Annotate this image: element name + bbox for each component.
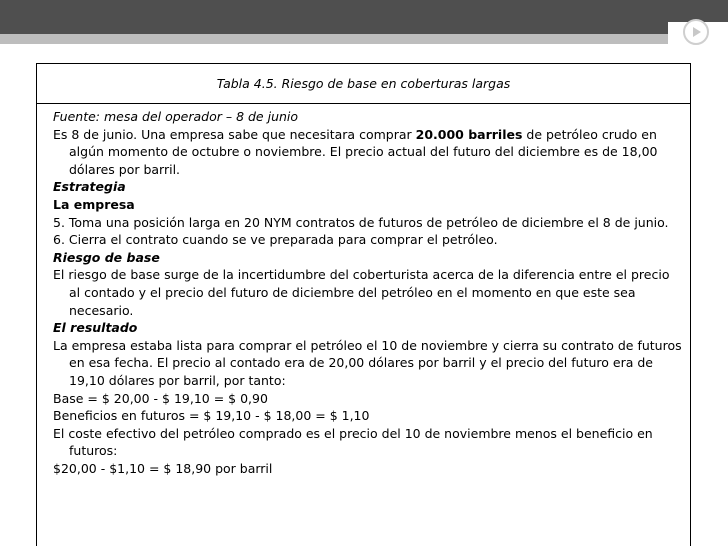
arrow-right-icon (693, 27, 701, 37)
profit-calculation: Beneficios en futuros = $ 19,10 - $ 18,00 = $ 1,10 (53, 408, 370, 424)
content-table (36, 63, 691, 546)
cost-paragraph: El coste efectivo del petróleo comprado es el precio del 10 de noviembre menos el beneficio en futuros: (53, 425, 653, 459)
company-heading: La empresa (53, 196, 135, 212)
strategy-heading: Estrategia (53, 179, 126, 195)
slide-top-accent (0, 34, 728, 44)
final-calculation: $20,00 - $1,10 = $ 18,90 por barril (53, 460, 273, 476)
table-title: Tabla 4.5. Riesgo de base en coberturas largas (37, 64, 690, 104)
step-6: 6. Cierra el contrato cuando se ve preparada para comprar el petróleo. (53, 232, 498, 248)
intro-bold-quantity: 20.000 barriles (415, 126, 523, 142)
result-heading: El resultado (53, 320, 138, 336)
table-body (37, 104, 690, 477)
intro-paragraph (53, 126, 682, 179)
intro-text-b: de petróleo crudo en algún momento de octubre o noviembre. El precio actual del futuro del diciembre es de 18,00 dólares por barril. (69, 126, 658, 177)
step-5: 5. Toma una posición larga en 20 NYM contratos de futuros de petróleo de diciembre el 8 de junio. (53, 214, 669, 230)
basis-heading: Riesgo de base (53, 249, 160, 265)
slide-top-bar (0, 0, 728, 34)
basis-paragraph: El riesgo de base surge de la incertidumbre del coberturista acerca de la diferencia entre el precio al contado y el precio del futuro de diciembre del petróleo en el momento en que este sea necesario. (53, 267, 670, 318)
result-paragraph: La empresa estaba lista para comprar el petróleo el 10 de noviembre y cierra su contrato de futuros en esa fecha. El precio al contado era de 20,00 dólares por barril y el precio del futuro era de 19,10 dólares por barril, por tanto: (53, 337, 682, 388)
intro-text-a: Es 8 de junio. Una empresa sabe que necesitara comprar (53, 126, 416, 142)
base-calculation: Base = $ 20,00 - $ 19,10 = $ 0,90 (53, 390, 268, 406)
source-line: Fuente: mesa del operador – 8 de junio (53, 109, 299, 124)
